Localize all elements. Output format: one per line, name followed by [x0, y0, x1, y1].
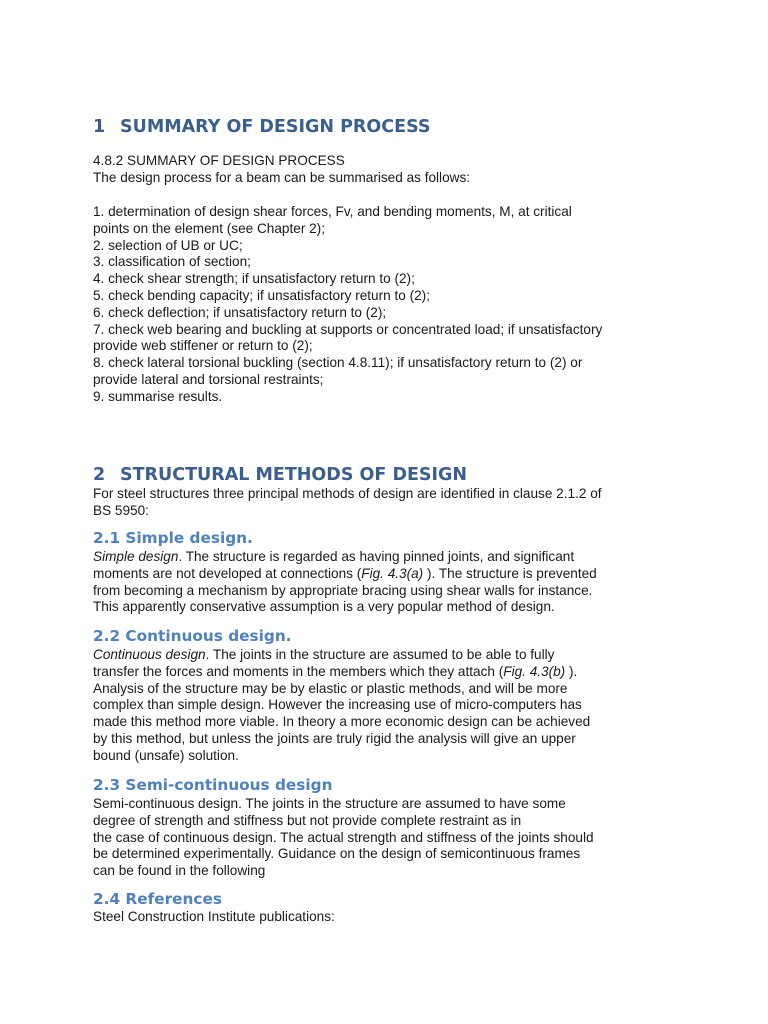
section-2-intro — [93, 486, 683, 520]
section-2-number: 2 — [93, 465, 106, 485]
subsection-simple-heading: 2.1 Simple design. — [93, 529, 253, 547]
paragraph-line: Semi-continuous design. The joints in the structure are assumed to have some — [93, 796, 566, 811]
paragraph-line: complex than simple design. However the increasing use of micro-computers has — [93, 697, 582, 713]
figure-reference: Fig. 4.3(b) — [503, 663, 566, 679]
simple-design-paragraph — [93, 549, 683, 616]
paragraph-line: bound (unsafe) solution. — [93, 747, 239, 763]
semi-continuous-paragraph — [93, 796, 683, 880]
list-item: 6. check deflection; if unsatisfactory return to (2); — [93, 304, 387, 320]
section-2-title: STRUCTURAL METHODS OF DESIGN — [120, 465, 468, 485]
paragraph-line: This apparently conservative assumption is a very popular method of design. — [93, 599, 555, 615]
list-item: 1. determination of design shear forces, Fv, and bending moments, M, at critical — [93, 204, 572, 219]
paragraph-line: the case of continuous design. The actual strength and stiffness of the joints should — [93, 829, 594, 845]
paragraph-line: Continuous design. The joints in the structure are assumed to be able to fully — [93, 647, 555, 662]
list-item: 7. check web bearing and buckling at supports or concentrated load; if unsatisfactory — [93, 321, 603, 337]
list-item: 2. selection of UB or UC; — [93, 237, 243, 253]
paragraph-line: degree of strength and stiffness but not provide complete restraint as in — [93, 812, 522, 828]
paragraph-line: from becoming a mechanism by appropriate bracing using shear walls for instance. — [93, 582, 593, 598]
list-item: 8. check lateral torsional buckling (section 4.8.11); if unsatisfactory return to (2) or — [93, 355, 583, 371]
list-item: points on the element (see Chapter 2); — [93, 220, 325, 236]
references-paragraph — [93, 909, 683, 926]
section-1-heading — [93, 116, 683, 138]
list-item: 9. summarise results. — [93, 388, 223, 404]
design-steps-list — [93, 204, 683, 406]
paragraph-line: For steel structures three principal methods of design are identified in clause 2.1.2 of — [93, 486, 602, 501]
paragraph-line: moments are not developed at connections (Fig. 4.3(a) ). The structure is prevented — [93, 565, 597, 581]
paragraph-line: be determined experimentally. Guidance on the design of semicontinuous frames — [93, 846, 581, 862]
paragraph-line: can be found in the following — [93, 863, 266, 879]
section-2-heading — [93, 464, 683, 486]
list-item: 4. check shear strength; if unsatisfactory return to (2); — [93, 271, 415, 287]
list-item: 5. check bending capacity; if unsatisfactory return to (2); — [93, 287, 430, 303]
subsection-references-heading: 2.4 References — [93, 890, 222, 908]
figure-reference: Fig. 4.3(a) — [361, 565, 424, 581]
subsection-semi-continuous-heading: 2.3 Semi-continuous design — [93, 776, 333, 794]
subsection-continuous-heading: 2.2 Continuous design. — [93, 627, 292, 645]
paragraph-line: BS 5950: — [93, 502, 149, 518]
subtitle: 4.8.2 SUMMARY OF DESIGN PROCESS — [93, 153, 345, 168]
intro: The design process for a beam can be summarised as follows: — [93, 169, 471, 185]
paragraph-line: made this method more viable. In theory a more economic design can be achieved — [93, 714, 591, 730]
paragraph-line: Simple design. The structure is regarded as having pinned joints, and significant — [93, 549, 575, 564]
paragraph-line: Steel Construction Institute publications: — [93, 909, 335, 924]
continuous-design-paragraph — [93, 647, 683, 765]
list-item: 3. classification of section; — [93, 254, 251, 270]
list-item: provide web stiffener or return to (2); — [93, 338, 313, 354]
paragraph-line: transfer the forces and moments in the members which they attach (Fig. 4.3(b) ). — [93, 663, 578, 679]
list-item: provide lateral and torsional restraints; — [93, 371, 324, 387]
section-1-number: 1 — [93, 117, 106, 137]
paragraph-line: Analysis of the structure may be by elastic or plastic methods, and will be more — [93, 680, 568, 696]
term-simple-design: Simple design — [93, 549, 179, 564]
paragraph-line: by this method, but unless the joints are truly rigid the analysis will give an upper — [93, 730, 576, 746]
section-1-title: SUMMARY OF DESIGN PROCESS — [120, 117, 431, 137]
term-continuous-design: Continuous design — [93, 647, 206, 662]
section-1-body — [93, 153, 683, 187]
